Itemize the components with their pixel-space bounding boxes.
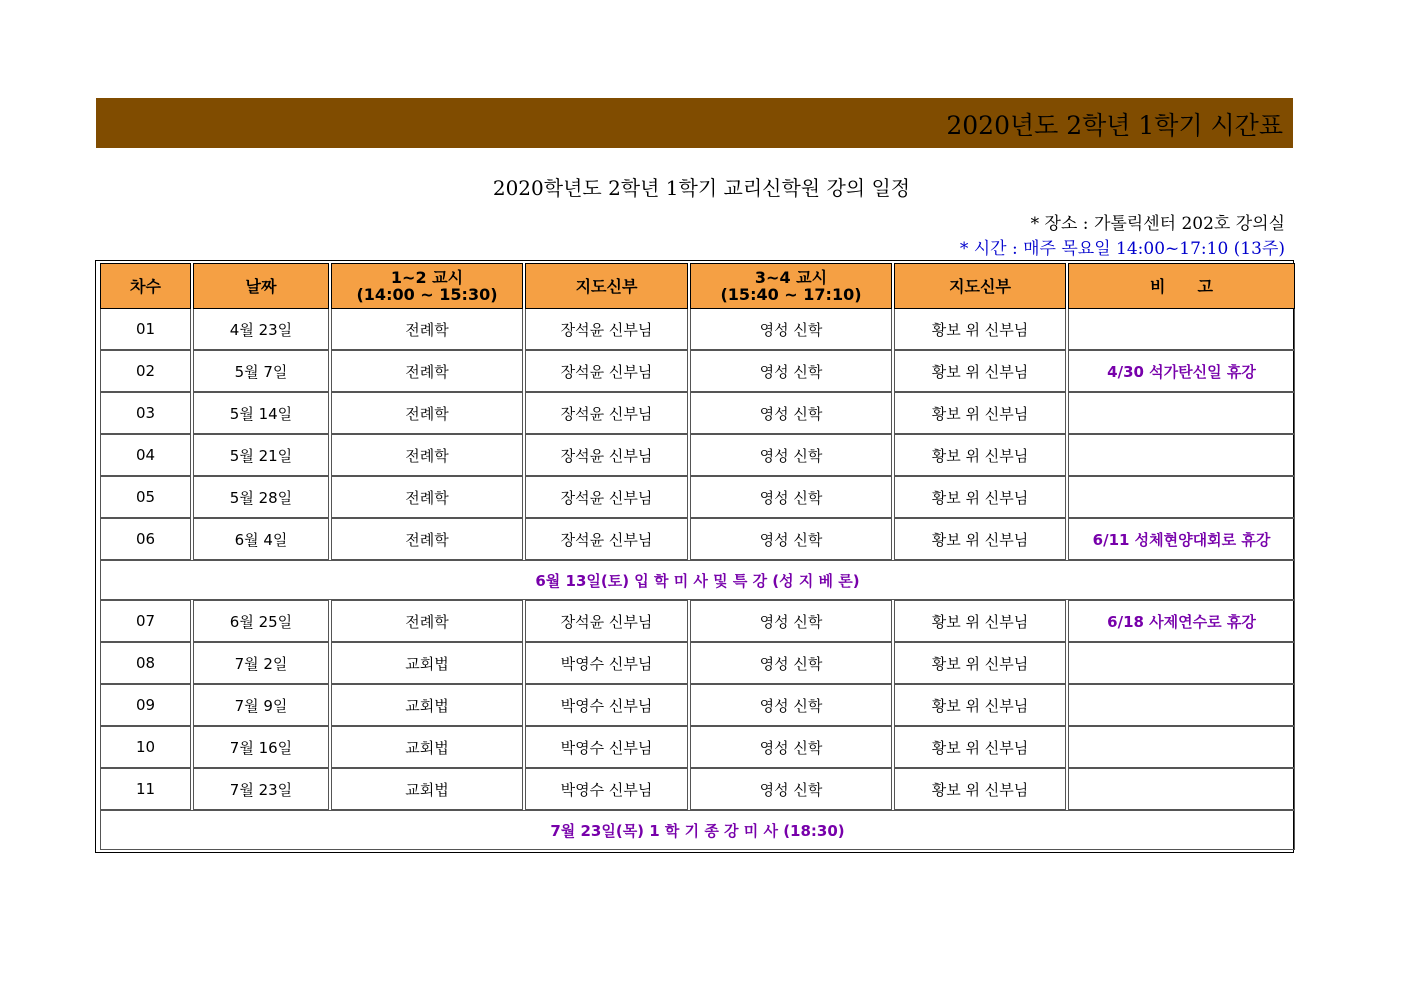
cell-subject2: 영성 신학 [690,476,892,518]
cell-round: 06 [100,518,191,560]
cell-date: 7월 23일 [193,768,329,810]
header-period34 [690,263,892,309]
table-row [100,476,1295,518]
schedule-table [98,263,1297,850]
cell-date: 5월 21일 [193,434,329,476]
cell-subject2: 영성 신학 [690,309,892,350]
cell-teacher2: 황보 위 신부님 [894,476,1066,518]
cell-teacher1: 장석윤 신부님 [525,392,688,434]
cell-teacher2: 황보 위 신부님 [894,350,1066,392]
header-teacher2: 지도신부 [894,263,1066,309]
document-title: 2020학년도 2학년 1학기 교리신학원 강의 일정 [492,176,911,200]
cell-teacher1: 박영수 신부님 [525,768,688,810]
location-note: * 장소 : 가톨릭센터 202호 강의실 [1030,214,1285,234]
cell-teacher2: 황보 위 신부님 [894,768,1066,810]
cell-subject1: 전례학 [331,434,523,476]
cell-remark [1068,684,1295,726]
cell-subject2: 영성 신학 [690,768,892,810]
cell-subject1: 교회법 [331,768,523,810]
cell-date: 4월 23일 [193,309,329,350]
cell-subject1: 전례학 [331,392,523,434]
cell-teacher1: 장석윤 신부님 [525,434,688,476]
cell-remark [1068,309,1295,350]
cell-subject2: 영성 신학 [690,518,892,560]
schedule-table-frame [95,260,1294,853]
cell-date: 5월 7일 [193,350,329,392]
table-row [100,434,1295,476]
table-row [100,768,1295,810]
cell-round: 09 [100,684,191,726]
cell-teacher2: 황보 위 신부님 [894,726,1066,768]
cell-subject1: 전례학 [331,476,523,518]
cell-round: 03 [100,392,191,434]
cell-remark: 4/30 석가탄신일 휴강 [1068,350,1295,392]
cell-subject1: 교회법 [331,642,523,684]
cell-remark [1068,476,1295,518]
table-row [100,600,1295,642]
cell-teacher2: 황보 위 신부님 [894,684,1066,726]
cell-date: 5월 28일 [193,476,329,518]
cell-date: 6월 25일 [193,600,329,642]
cell-remark [1068,768,1295,810]
special-event-entrance-mass: 6월 13일(토) 입 학 미 사 및 특 강 (성 지 베 론) [100,560,1295,600]
cell-subject2: 영성 신학 [690,434,892,476]
time-note: * 시간 : 매주 목요일 14:00~17:10 (13주) [959,239,1285,259]
cell-remark: 6/18 사제연수로 휴강 [1068,600,1295,642]
cell-date: 7월 2일 [193,642,329,684]
cell-subject1: 전례학 [331,309,523,350]
header-period12-time: (14:00 ~ 15:30) [356,285,498,304]
cell-subject1: 전례학 [331,600,523,642]
cell-teacher1: 장석윤 신부님 [525,350,688,392]
cell-round: 11 [100,768,191,810]
table-row [100,726,1295,768]
cell-round: 04 [100,434,191,476]
cell-teacher1: 장석윤 신부님 [525,476,688,518]
cell-date: 7월 16일 [193,726,329,768]
cell-remark [1068,642,1295,684]
cell-round: 08 [100,642,191,684]
header-date: 날짜 [193,263,329,309]
cell-subject2: 영성 신학 [690,684,892,726]
header-period34-time: (15:40 ~ 17:10) [720,285,862,304]
cell-round: 10 [100,726,191,768]
table-row [100,684,1295,726]
table-row [100,642,1295,684]
cell-teacher1: 박영수 신부님 [525,684,688,726]
table-row [100,392,1295,434]
banner-title: 2020년도 2학년 1학기 시간표 [946,111,1283,140]
table-row [100,350,1295,392]
cell-subject1: 전례학 [331,518,523,560]
special-row [100,810,1295,850]
cell-teacher1: 장석윤 신부님 [525,309,688,350]
cell-subject1: 교회법 [331,684,523,726]
header-period12 [331,263,523,309]
cell-date: 6월 4일 [193,518,329,560]
title-banner [96,98,1293,148]
cell-remark [1068,726,1295,768]
cell-subject2: 영성 신학 [690,350,892,392]
cell-teacher1: 박영수 신부님 [525,642,688,684]
cell-teacher2: 황보 위 신부님 [894,434,1066,476]
cell-round: 02 [100,350,191,392]
cell-remark [1068,434,1295,476]
cell-remark [1068,392,1295,434]
cell-teacher2: 황보 위 신부님 [894,600,1066,642]
header-period34-name: 3~4 교시 [754,268,828,287]
cell-teacher2: 황보 위 신부님 [894,392,1066,434]
header-remark: 비 고 [1068,263,1295,309]
cell-subject1: 전례학 [331,350,523,392]
cell-subject2: 영성 신학 [690,642,892,684]
cell-subject2: 영성 신학 [690,392,892,434]
cell-teacher1: 박영수 신부님 [525,726,688,768]
cell-date: 7월 9일 [193,684,329,726]
cell-date: 5월 14일 [193,392,329,434]
header-row [100,263,1295,309]
special-row [100,560,1295,600]
cell-teacher2: 황보 위 신부님 [894,309,1066,350]
cell-round: 05 [100,476,191,518]
cell-subject1: 교회법 [331,726,523,768]
cell-teacher2: 황보 위 신부님 [894,642,1066,684]
cell-teacher1: 장석윤 신부님 [525,600,688,642]
cell-subject2: 영성 신학 [690,726,892,768]
header-round: 차수 [100,263,191,309]
header-teacher1: 지도신부 [525,263,688,309]
table-row [100,309,1295,350]
cell-round: 01 [100,309,191,350]
cell-teacher1: 장석윤 신부님 [525,518,688,560]
special-event-closing-mass: 7월 23일(목) 1 학 기 종 강 미 사 (18:30) [100,810,1295,850]
cell-remark: 6/11 성체현양대회로 휴강 [1068,518,1295,560]
cell-subject2: 영성 신학 [690,600,892,642]
table-row [100,518,1295,560]
header-period12-name: 1~2 교시 [390,268,464,287]
cell-teacher2: 황보 위 신부님 [894,518,1066,560]
cell-round: 07 [100,600,191,642]
